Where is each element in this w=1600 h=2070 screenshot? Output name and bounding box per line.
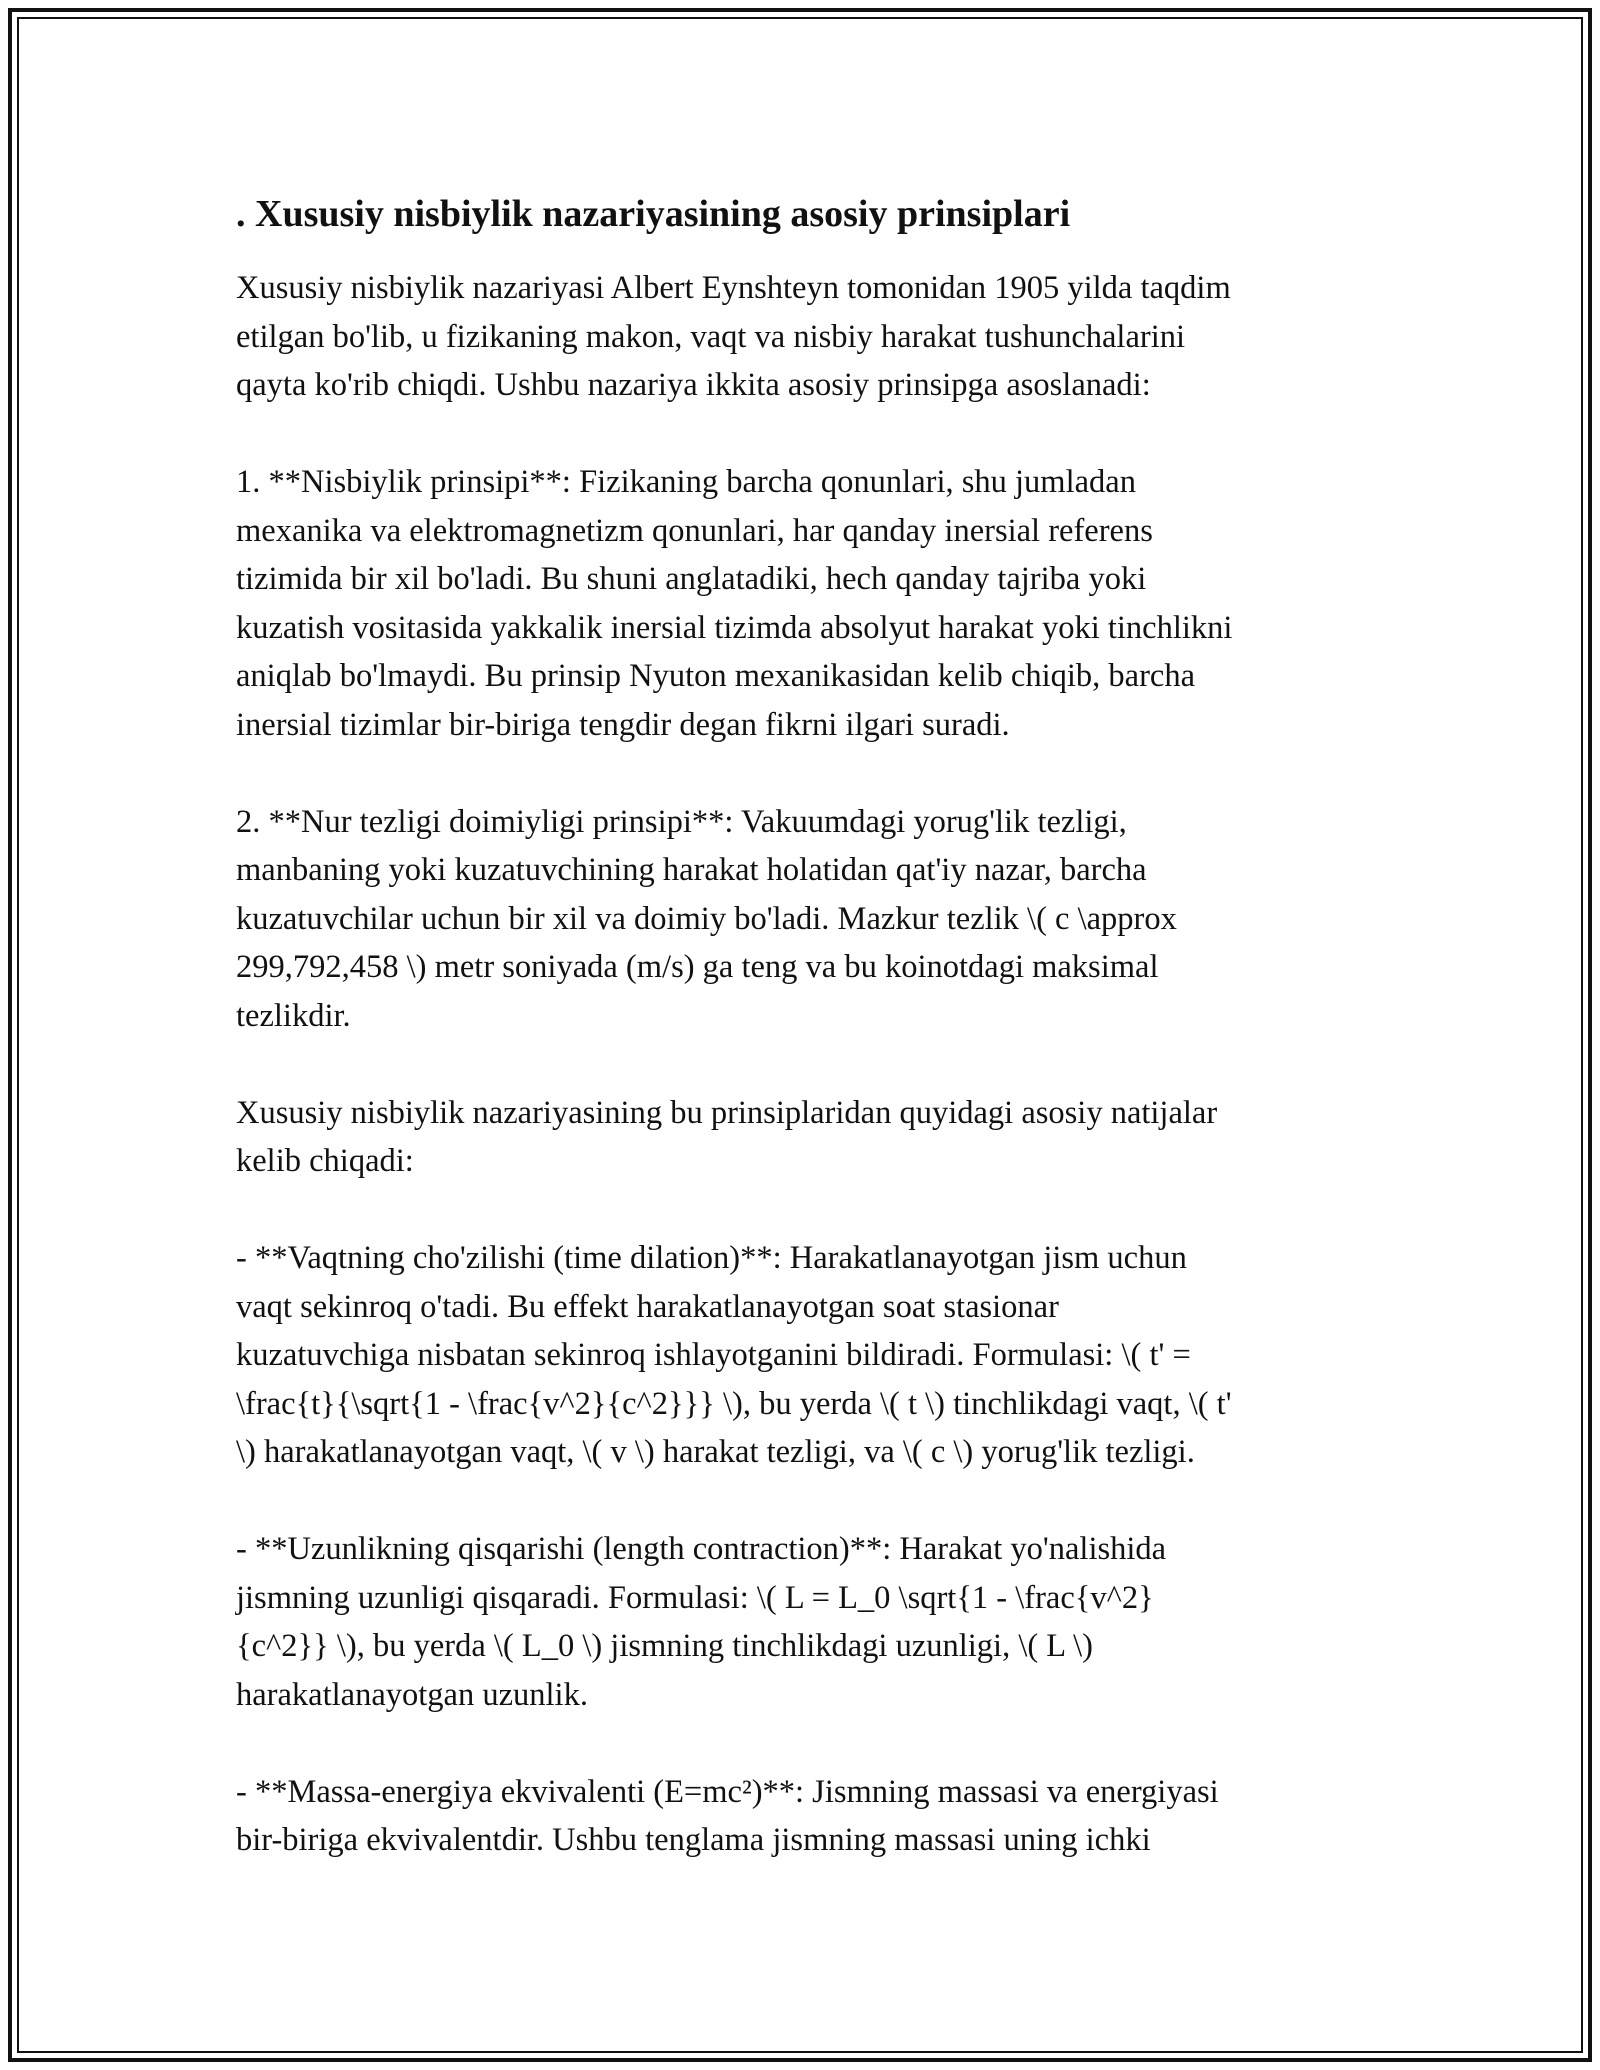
paragraph-principle-light-speed: 2. **Nur tezligi doimiyligi prinsipi**: Vakuumdagi yorug'lik tezligi, manbaning yoki kuzatuvchining harakat holatidan qat'iy nazar, barcha kuzatuvchilar uchun bir xil va doimiy bo'ladi. Mazkur tezlik \( c \approx 299,792,458 \) metr soniyada (m/s) ga teng va bu koinotdagi maksimal tezlikdir. — [236, 803, 1177, 1034]
paragraph-time-dilation: - **Vaqtning cho'zilishi (time dilation)**: Harakatlanayotgan jism uchun vaqt sekinroq o'tadi. Bu effekt harakatlanayotgan soat stasionar kuzatuvchiga nisbatan sekinroq ishlayotganini bildiradi. Formulasi: \( t' = \frac{t}{\sqrt{1 - \frac{v^2}{c^2}}} \), bu yerda \( t \) tinchlikdagi vaqt, \( t' \) harakatlanayotgan vaqt, \( v \) harakat tezligi, va \( c \) yorug'lik tezligi. — [236, 1240, 1232, 1470]
paragraph-consequences-intro: Xususiy nisbiylik nazariyasining bu prinsiplaridan quyidagi asosiy natijalar kelib chiqadi: — [236, 1094, 1218, 1179]
paragraph-intro: Xususiy nisbiylik nazariyasi Albert Eynshteyn tomonidan 1905 yilda taqdim etilgan bo'lib, u fizikaning makon, vaqt va nisbiy harakat tushunchalarini qayta ko'rib chiqdi. Ushbu nazariya ikkita asosiy prinsipga asoslanadi: — [236, 270, 1231, 403]
paragraph-principle-relativity: 1. **Nisbiylik prinsipi**: Fizikaning barcha qonunlari, shu jumladan mexanika va elektromagnetizm qonunlari, har qanday inersial referens tizimida bir xil bo'ladi. Bu shuni anglatadiki, hech qanday tajriba yoki kuzatish vositasida yakkalik inersial tizimda absolyut harakat yoki tinchlikni aniqlab bo'lmaydi. Bu prinsip Nyuton mexanikasidan kelib chiqib, barcha inersial tizimlar bir-biriga tengdir degan fikrni ilgari suradi. — [236, 464, 1233, 743]
document-heading: . Xususiy nisbiylik nazariyasining asosiy prinsiplari — [236, 193, 1071, 235]
paragraph-length-contraction: - **Uzunlikning qisqarishi (length contraction)**: Harakat yo'nalishida jismning uzunligi qisqaradi. Formulasi: \( L = L_0 \sqrt{1 - \frac{v^2} {c^2}} \), bu yerda \( L_0 \) jismning tinchlikdagi uzunligi, \( L \) harakatlanayotgan uzunlik. — [236, 1531, 1167, 1713]
document-body — [236, 190, 1366, 1865]
paragraph-mass-energy: - **Massa-energiya ekvivalenti (E=mc²)**: Jismning massasi va energiyasi bir-biriga ekvivalentdir. Ushbu tenglama jismning massasi uning ichki — [236, 1773, 1219, 1858]
